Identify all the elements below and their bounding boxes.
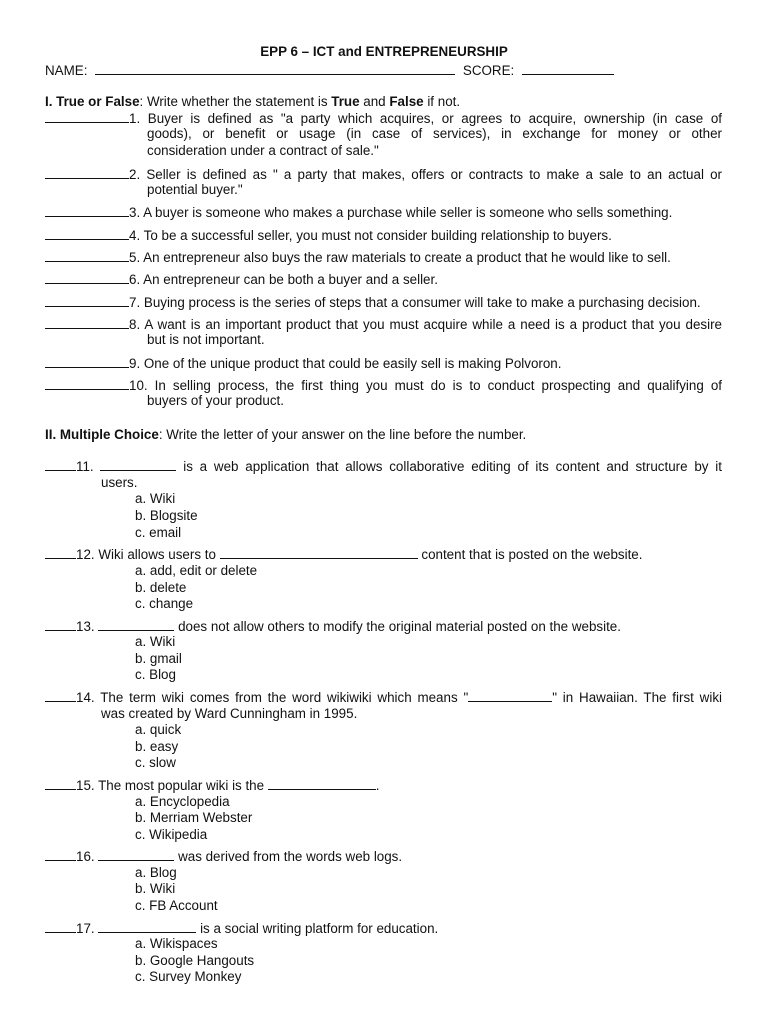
option: a. Wikispaces (135, 936, 218, 951)
name-score-row (45, 62, 614, 78)
tf-item-9 (45, 355, 722, 371)
question-text: is a social writing platform for education. (196, 921, 439, 936)
tf-item-text: 6. An entrepreneur can be both a buyer and a seller. (129, 272, 438, 287)
tf-item-2-cont: potential buyer." (147, 182, 243, 197)
mc-item-15 (45, 777, 722, 793)
tf-item-4 (45, 227, 722, 243)
option: c. Blog (135, 667, 176, 682)
fill-blank (468, 689, 552, 702)
answer-blank[interactable] (45, 848, 76, 861)
answer-blank[interactable] (45, 316, 129, 329)
true-word: True (331, 94, 360, 109)
tf-item-text: 9. One of the unique product that could be easily sell is making Polvoron. (129, 356, 562, 371)
option: a. quick (135, 722, 182, 737)
answer-blank[interactable] (45, 458, 76, 471)
mc-item-11-cont: users. (101, 475, 138, 490)
tf-item-10-cont: buyers of your product. (147, 393, 284, 408)
mc-item-16 (45, 848, 722, 864)
question-number: 17. (76, 921, 95, 936)
option: a. add, edit or delete (135, 563, 258, 578)
answer-blank[interactable] (45, 546, 76, 559)
answer-blank[interactable] (45, 271, 129, 284)
fill-blank (98, 848, 174, 861)
question-text: . (375, 778, 380, 793)
mc-item-11 (45, 458, 722, 474)
fill-blank (100, 458, 176, 471)
fill-blank (98, 920, 196, 933)
mc-item-13 (45, 618, 722, 634)
tf-item-3 (45, 204, 722, 220)
answer-blank[interactable] (45, 689, 76, 702)
score-label: SCORE: (462, 63, 515, 78)
question-text: was derived from the words web logs. (174, 849, 403, 864)
tf-item-6 (45, 271, 722, 287)
part2-heading (45, 427, 526, 442)
option: b. easy (135, 739, 179, 754)
tf-item-text: 7. Buying process is the series of steps that a consumer will take to make a purchasing decision. (129, 295, 701, 310)
option: a. Wiki (135, 634, 176, 649)
tf-item-text: 3. A buyer is someone who makes a purchase while seller is someone who sells something. (129, 205, 673, 220)
tf-item-text: 10. In selling process, the first thing you must do is to conduct prospecting and qualifying of (129, 378, 722, 393)
question-text: Wiki allows users to (98, 547, 220, 562)
tf-item-1-cont: goods), or benefit or usage (in case of services), in exchange for money or other (147, 126, 722, 141)
score-field[interactable] (522, 62, 614, 75)
part2-instruction: : Write the letter of your answer on the line before the number. (158, 427, 527, 442)
question-number: 15. (76, 778, 95, 793)
option: b. Blogsite (135, 508, 198, 523)
option: c. email (135, 525, 182, 540)
fill-blank (268, 777, 376, 790)
question-number: 13. (76, 619, 95, 634)
false-word: False (389, 94, 424, 109)
question-number: 11. (76, 459, 94, 474)
question-text: The term wiki comes from the word wikiwiki which means " (100, 690, 469, 705)
tf-item-text: 5. An entrepreneur also buys the raw materials to create a product that he would like to sell. (129, 250, 671, 265)
part1-heading (45, 94, 460, 109)
option: b. Google Hangouts (135, 953, 255, 968)
mc-item-17 (45, 920, 722, 936)
part1-tail: if not. (423, 94, 461, 109)
mc-item-12 (45, 546, 722, 562)
answer-blank[interactable] (45, 355, 129, 368)
tf-item-10 (45, 377, 722, 393)
option: c. change (135, 596, 194, 611)
part1-title: I. True or False (45, 94, 140, 109)
question-text: is a web application that allows collaborative editing of its content and structure by it (176, 459, 722, 474)
name-field[interactable] (95, 62, 455, 75)
question-text: " in Hawaiian. The first wiki (552, 690, 722, 705)
answer-blank[interactable] (45, 377, 129, 390)
question-text: content that is posted on the website. (417, 547, 643, 562)
question-number: 12. (76, 547, 95, 562)
answer-blank[interactable] (45, 618, 76, 631)
option: c. Wikipedia (135, 827, 208, 842)
option: b. Merriam Webster (135, 810, 253, 825)
name-label: NAME: (45, 63, 88, 78)
tf-item-text: 4. To be a successful seller, you must not consider building relationship to buyers. (129, 228, 612, 243)
tf-item-text: 8. A want is an important product that you must acquire while a need is a product that you desire (129, 317, 722, 332)
answer-blank[interactable] (45, 204, 129, 217)
option: b. Wiki (135, 881, 176, 896)
part2-title: II. Multiple Choice (45, 427, 159, 442)
tf-item-text: 2. Seller is defined as " a party that makes, offers or contracts to make a sale to an actual or (129, 167, 722, 182)
question-number: 14. (76, 690, 95, 705)
option: c. FB Account (135, 898, 218, 913)
answer-blank[interactable] (45, 920, 76, 933)
answer-blank[interactable] (45, 294, 129, 307)
page-title: EPP 6 – ICT and ENTREPRENEURSHIP (260, 44, 508, 59)
option: c. Survey Monkey (135, 969, 242, 984)
answer-blank[interactable] (45, 227, 129, 240)
mc-item-14 (45, 689, 722, 705)
tf-item-text: 1. Buyer is defined as "a party which acquires, or agrees to acquire, ownership (in case of (129, 111, 722, 126)
tf-item-1 (45, 110, 722, 126)
option: a. Blog (135, 865, 177, 880)
part1-instruction: : Write whether the statement is (139, 94, 332, 109)
answer-blank[interactable] (45, 777, 76, 790)
tf-item-2 (45, 166, 722, 182)
option: b. gmail (135, 651, 182, 666)
tf-item-8 (45, 316, 722, 332)
option: b. delete (135, 580, 187, 595)
and-word: and (359, 94, 390, 109)
tf-item-1-cont: consideration under a contract of sale." (147, 143, 379, 158)
option: c. slow (135, 755, 176, 770)
tf-item-8-cont: but is not important. (147, 332, 265, 347)
option: a. Encyclopedia (135, 794, 230, 809)
fill-blank (98, 618, 174, 631)
mc-item-14-cont: was created by Ward Cunningham in 1995. (101, 706, 358, 721)
tf-item-7 (45, 294, 722, 310)
answer-blank[interactable] (45, 249, 129, 262)
fill-blank (220, 546, 418, 559)
question-text: The most popular wiki is the (98, 778, 268, 793)
answer-blank[interactable] (45, 166, 129, 179)
tf-item-5 (45, 249, 722, 265)
question-number: 16. (76, 849, 95, 864)
answer-blank[interactable] (45, 110, 129, 123)
option: a. Wiki (135, 491, 176, 506)
question-text: does not allow others to modify the original material posted on the website. (174, 619, 621, 634)
